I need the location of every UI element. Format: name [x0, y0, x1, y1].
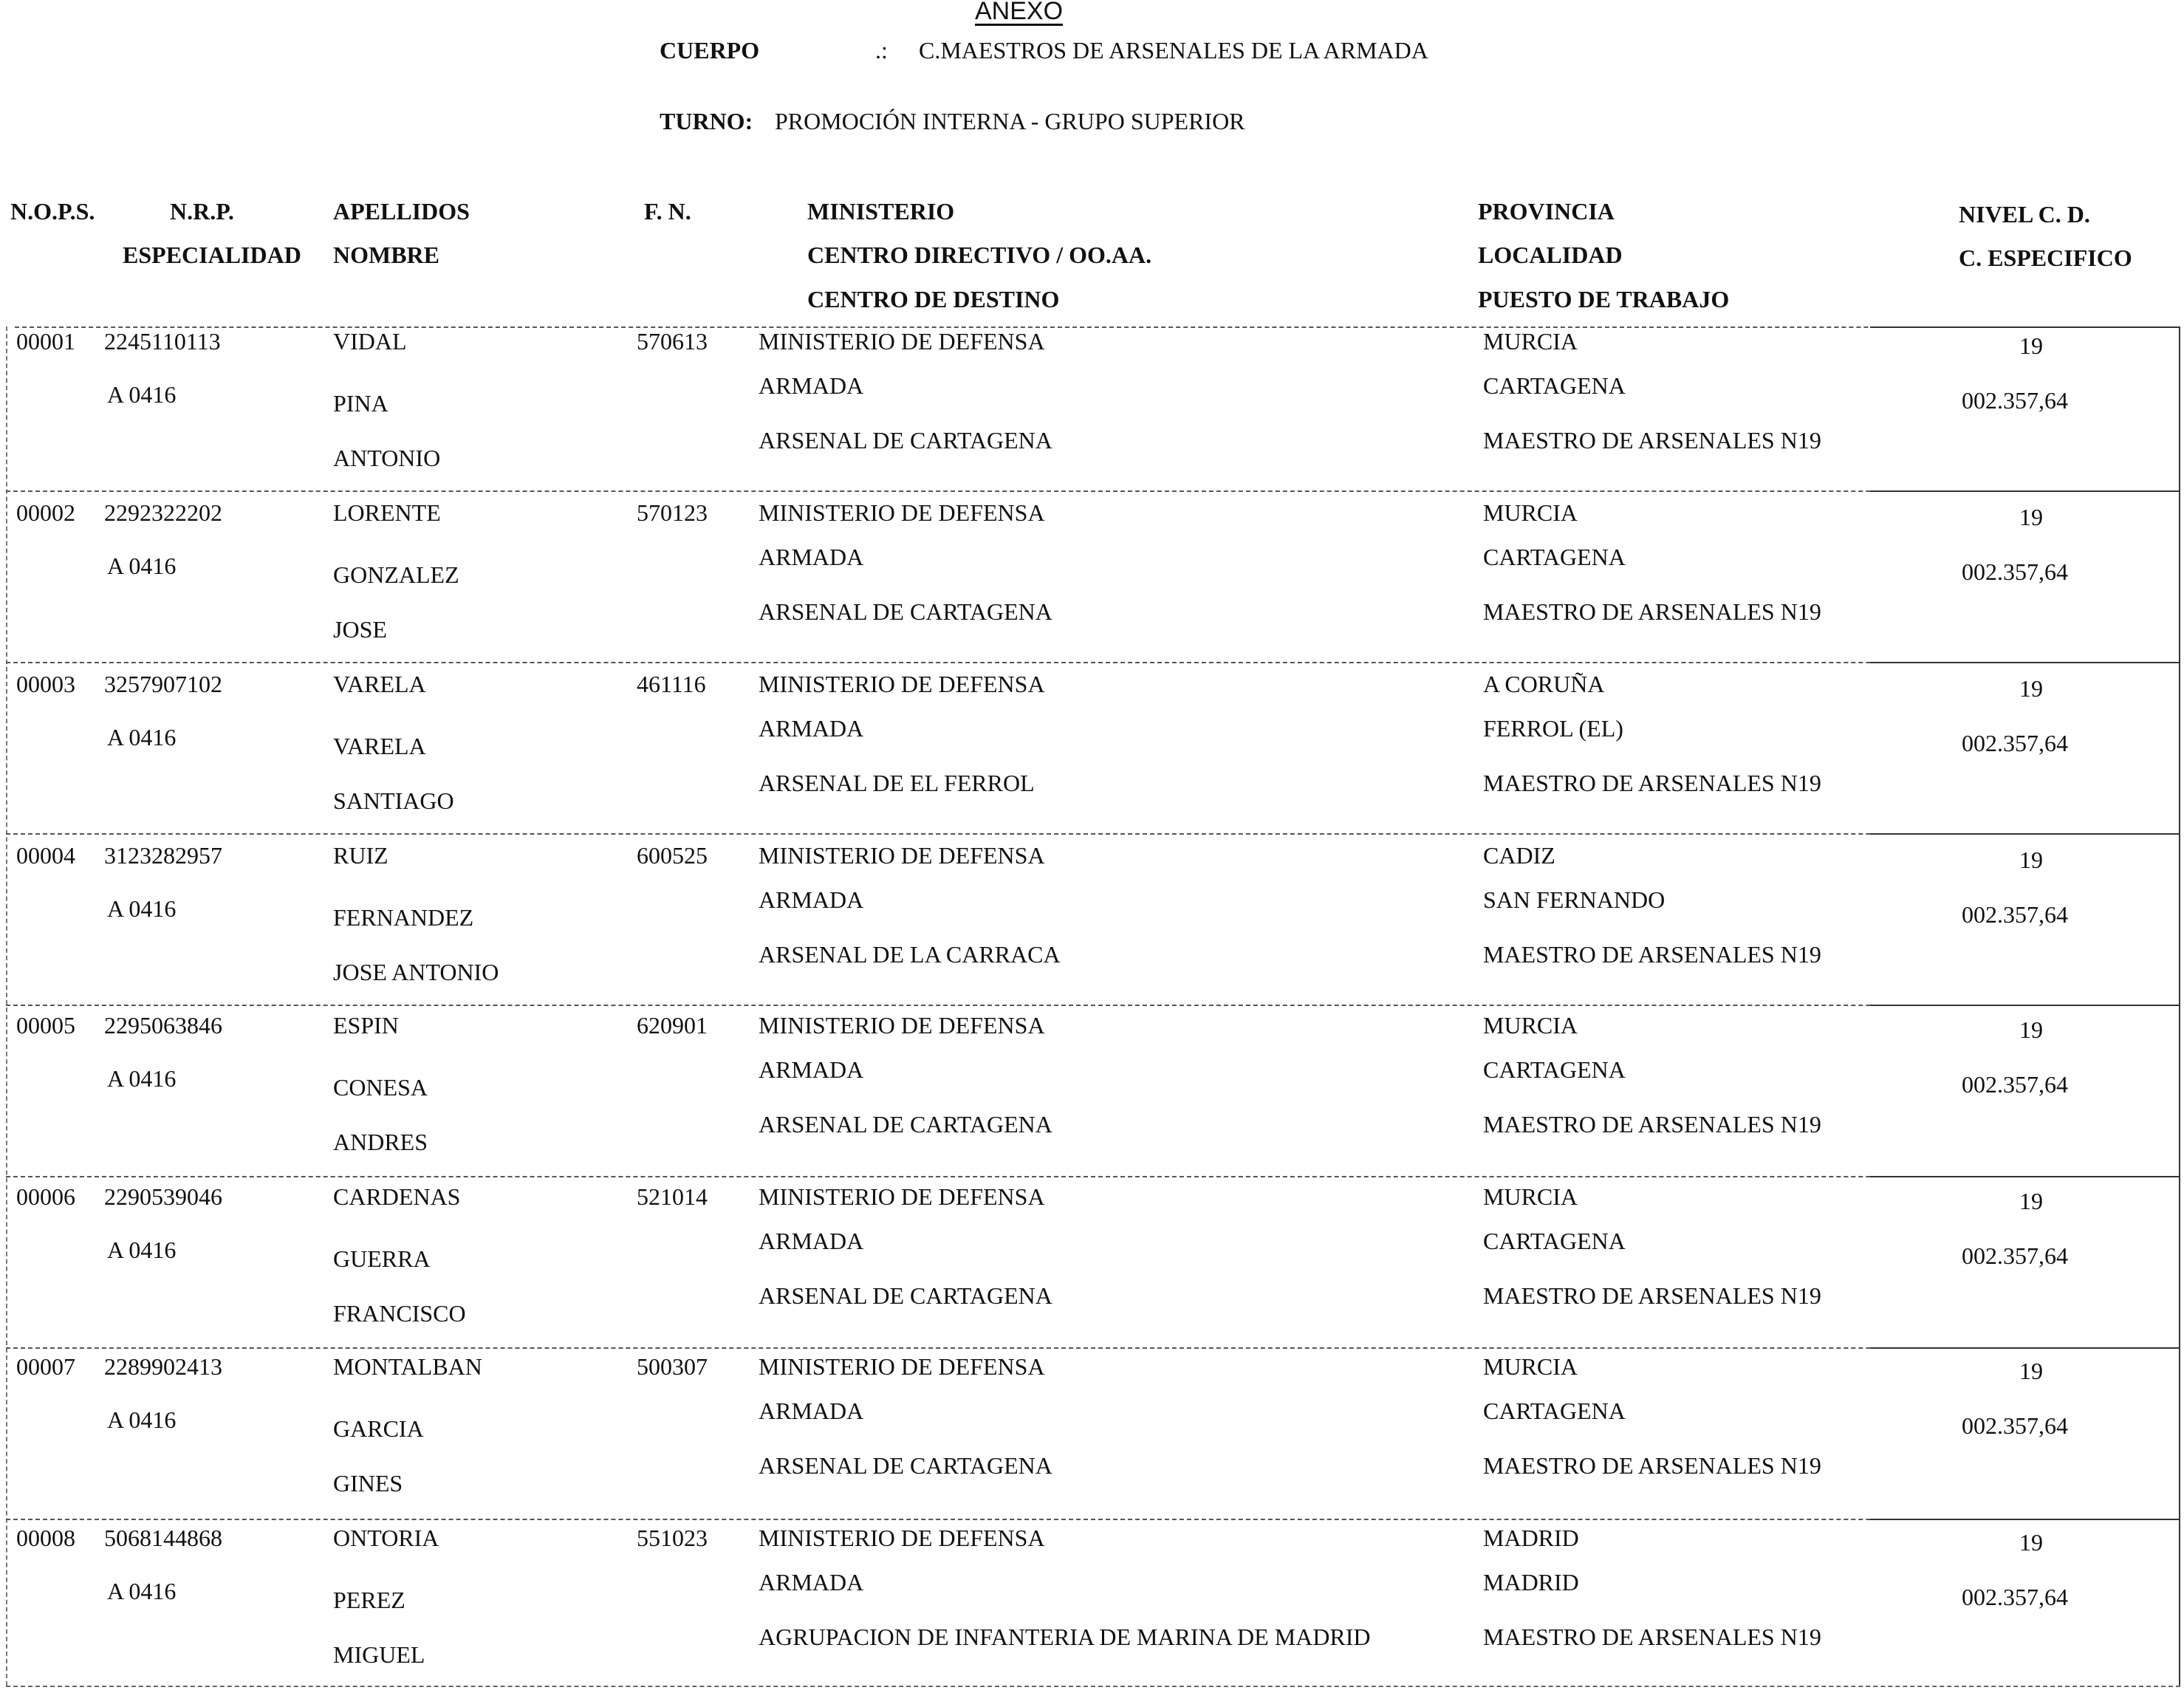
fecha-nacimiento: 600525: [637, 842, 708, 869]
apellido2: CONESA: [333, 1074, 428, 1101]
nivel: 19: [2019, 675, 2043, 702]
apellido1: CARDENAS: [333, 1183, 461, 1210]
row-rule: [6, 1176, 2180, 1177]
nrp: 2289902413: [104, 1353, 222, 1380]
header-nrp: N.R.P.: [170, 198, 234, 225]
puesto: MAESTRO DE ARSENALES N19: [1483, 770, 1821, 796]
apellido1: LORENTE: [333, 499, 441, 526]
nops: 00001: [16, 328, 75, 355]
ministerio: MINISTERIO DE DEFENSA: [759, 1183, 1045, 1210]
nombre: JOSE: [333, 616, 387, 643]
turno-label: TURNO:: [660, 108, 753, 134]
apellido2: PINA: [333, 390, 388, 417]
header-provincia: PROVINCIA: [1478, 198, 1615, 225]
nrp: 3123282957: [104, 842, 222, 869]
row-rule: [6, 1519, 2180, 1520]
fecha-nacimiento: 620901: [637, 1012, 708, 1039]
cuerpo-value: C.MAESTROS DE ARSENALES DE LA ARMADA: [919, 37, 1428, 64]
puesto: MAESTRO DE ARSENALES N19: [1483, 941, 1821, 968]
fecha-nacimiento: 570123: [637, 499, 708, 526]
centro-destino: ARSENAL DE CARTAGENA: [759, 598, 1052, 625]
provincia: CADIZ: [1483, 842, 1555, 869]
especialidad: A 0416: [107, 1237, 177, 1263]
centro-destino: AGRUPACION DE INFANTERIA DE MARINA DE MADRID: [759, 1624, 1371, 1650]
nivel: 19: [2019, 332, 2043, 359]
nrp: 2290539046: [104, 1183, 222, 1210]
header-puesto: PUESTO DE TRABAJO: [1478, 286, 1730, 312]
especialidad: A 0416: [107, 1578, 177, 1604]
centro-destino: ARSENAL DE EL FERROL: [759, 770, 1035, 796]
localidad: CARTAGENA: [1483, 1228, 1626, 1254]
ministerio: MINISTERIO DE DEFENSA: [759, 671, 1045, 697]
nrp: 2292322202: [104, 499, 222, 526]
localidad: CARTAGENA: [1483, 372, 1626, 399]
apellido2: FERNANDEZ: [333, 904, 474, 931]
nombre: SANTIAGO: [333, 787, 454, 814]
header-nombre: NOMBRE: [333, 242, 439, 268]
nombre: JOSE ANTONIO: [333, 959, 499, 985]
document-title: ANEXO: [975, 0, 1064, 25]
centro-directivo: ARMADA: [759, 1569, 864, 1595]
fecha-nacimiento: 570613: [637, 328, 708, 355]
row-rule-solid: [1870, 662, 2180, 663]
nops: 00004: [16, 842, 75, 869]
provincia: MURCIA: [1483, 499, 1578, 526]
row-rule-solid: [1870, 1005, 2180, 1006]
centro-destino: ARSENAL DE CARTAGENA: [759, 1111, 1052, 1138]
header-centro-destino: CENTRO DE DESTINO: [807, 286, 1060, 312]
especialidad: A 0416: [107, 553, 177, 579]
apellido2: GARCIA: [333, 1415, 424, 1442]
apellido1: MONTALBAN: [333, 1353, 482, 1380]
row-rule-solid: [1870, 1347, 2180, 1349]
centro-directivo: ARMADA: [759, 715, 864, 742]
puesto: MAESTRO DE ARSENALES N19: [1483, 598, 1821, 625]
nivel: 19: [2019, 1358, 2043, 1384]
nops: 00002: [16, 499, 75, 526]
nombre: ANTONIO: [333, 445, 441, 471]
cuerpo-separator: .:: [875, 37, 888, 64]
ministerio: MINISTERIO DE DEFENSA: [759, 1525, 1045, 1551]
nivel: 19: [2019, 1016, 2043, 1043]
puesto: MAESTRO DE ARSENALES N19: [1483, 1111, 1821, 1138]
nops: 00007: [16, 1353, 75, 1380]
especialidad: A 0416: [107, 895, 177, 922]
record-row: [0, 326, 2184, 498]
complemento-especifico: 002.357,64: [1962, 730, 2068, 756]
record-row: [0, 1005, 2184, 1176]
nrp: 2295063846: [104, 1012, 222, 1039]
nops: 00003: [16, 671, 75, 697]
header-ministerio: MINISTERIO: [807, 198, 955, 225]
complemento-especifico: 002.357,64: [1962, 558, 2068, 585]
complemento-especifico: 002.357,64: [1962, 387, 2068, 414]
row-rule: [6, 1347, 2180, 1349]
ministerio: MINISTERIO DE DEFENSA: [759, 328, 1045, 355]
record-row: [0, 833, 2184, 1005]
centro-destino: ARSENAL DE CARTAGENA: [759, 1282, 1052, 1309]
apellido2: PEREZ: [333, 1587, 405, 1613]
nombre: GINES: [333, 1470, 403, 1497]
row-rule: [6, 1005, 2180, 1006]
row-rule: [6, 833, 2180, 835]
centro-directivo: ARMADA: [759, 1398, 864, 1424]
nops: 00008: [16, 1525, 75, 1551]
record-row: [0, 1519, 2184, 1686]
cuerpo-label: CUERPO: [660, 37, 760, 64]
table-frame-bottom: [6, 1686, 2180, 1687]
nivel: 19: [2019, 504, 2043, 530]
puesto: MAESTRO DE ARSENALES N19: [1483, 1282, 1821, 1309]
localidad: CARTAGENA: [1483, 1398, 1626, 1424]
header-nivel: NIVEL C. D.: [1959, 201, 2090, 228]
fecha-nacimiento: 500307: [637, 1353, 708, 1380]
apellido1: ESPIN: [333, 1012, 399, 1039]
provincia: MURCIA: [1483, 1353, 1578, 1380]
header-especialidad: ESPECIALIDAD: [123, 242, 301, 268]
ministerio: MINISTERIO DE DEFENSA: [759, 1012, 1045, 1039]
localidad: SAN FERNANDO: [1483, 886, 1666, 913]
complemento-especifico: 002.357,64: [1962, 1242, 2068, 1269]
nombre: FRANCISCO: [333, 1300, 466, 1327]
row-rule-solid: [1870, 1176, 2180, 1177]
header-especifico: C. ESPECIFICO: [1959, 244, 2132, 271]
puesto: MAESTRO DE ARSENALES N19: [1483, 1624, 1821, 1650]
localidad: MADRID: [1483, 1569, 1579, 1595]
centro-directivo: ARMADA: [759, 372, 864, 399]
centro-destino: ARSENAL DE CARTAGENA: [759, 1452, 1052, 1479]
ministerio: MINISTERIO DE DEFENSA: [759, 1353, 1045, 1380]
centro-destino: ARSENAL DE CARTAGENA: [759, 427, 1052, 454]
nops: 00005: [16, 1012, 75, 1039]
apellido2: GUERRA: [333, 1245, 431, 1272]
fecha-nacimiento: 551023: [637, 1525, 708, 1551]
apellido2: GONZALEZ: [333, 561, 459, 588]
apellido1: ONTORIA: [333, 1525, 439, 1551]
nivel: 19: [2019, 1188, 2043, 1214]
nombre: MIGUEL: [333, 1641, 425, 1668]
ministerio: MINISTERIO DE DEFENSA: [759, 499, 1045, 526]
fecha-nacimiento: 521014: [637, 1183, 708, 1210]
row-rule: [6, 490, 2180, 492]
header-apellidos: APELLIDOS: [333, 198, 470, 225]
centro-directivo: ARMADA: [759, 1228, 864, 1254]
row-rule: [6, 662, 2180, 663]
especialidad: A 0416: [107, 724, 177, 750]
nrp: 2245110113: [104, 328, 221, 355]
row-rule-solid: [1870, 833, 2180, 835]
centro-directivo: ARMADA: [759, 544, 864, 570]
header-localidad: LOCALIDAD: [1478, 242, 1623, 268]
record-row: [0, 490, 2184, 662]
turno-value: PROMOCIÓN INTERNA - GRUPO SUPERIOR: [775, 108, 1245, 134]
centro-directivo: ARMADA: [759, 1056, 864, 1083]
nrp: 5068144868: [104, 1525, 222, 1551]
record-row: [0, 1176, 2184, 1347]
especialidad: A 0416: [107, 1406, 177, 1433]
localidad: CARTAGENA: [1483, 1056, 1626, 1083]
row-rule-solid: [1870, 326, 2180, 328]
nivel: 19: [2019, 846, 2043, 873]
especialidad: A 0416: [107, 1065, 177, 1092]
puesto: MAESTRO DE ARSENALES N19: [1483, 1452, 1821, 1479]
ministerio: MINISTERIO DE DEFENSA: [759, 842, 1045, 869]
provincia: MURCIA: [1483, 1012, 1578, 1039]
centro-directivo: ARMADA: [759, 886, 864, 913]
provincia: MADRID: [1483, 1525, 1579, 1551]
row-rule-solid: [1870, 1519, 2180, 1520]
provincia: MURCIA: [1483, 1183, 1578, 1210]
header-nops: N.O.P.S.: [10, 198, 95, 225]
complemento-especifico: 002.357,64: [1962, 1584, 2068, 1610]
nrp: 3257907102: [104, 671, 222, 697]
apellido1: RUIZ: [333, 842, 388, 869]
nivel: 19: [2019, 1529, 2043, 1556]
especialidad: A 0416: [107, 381, 177, 408]
localidad: CARTAGENA: [1483, 544, 1626, 570]
apellido2: VARELA: [333, 733, 426, 759]
record-row: [0, 662, 2184, 833]
apellido1: VIDAL: [333, 328, 407, 355]
nops: 00006: [16, 1183, 75, 1210]
header-fn: F. N.: [644, 198, 691, 225]
apellido1: VARELA: [333, 671, 426, 697]
provincia: A CORUÑA: [1483, 671, 1605, 697]
nombre: ANDRES: [333, 1129, 428, 1155]
localidad: FERROL (EL): [1483, 715, 1623, 742]
header-centro-directivo: CENTRO DIRECTIVO / OO.AA.: [807, 242, 1152, 268]
record-row: [0, 1347, 2184, 1519]
provincia: MURCIA: [1483, 328, 1578, 355]
row-rule-solid: [1870, 490, 2180, 492]
fecha-nacimiento: 461116: [637, 671, 706, 697]
centro-destino: ARSENAL DE LA CARRACA: [759, 941, 1061, 968]
puesto: MAESTRO DE ARSENALES N19: [1483, 427, 1821, 454]
complemento-especifico: 002.357,64: [1962, 901, 2068, 928]
complemento-especifico: 002.357,64: [1962, 1071, 2068, 1098]
complemento-especifico: 002.357,64: [1962, 1412, 2068, 1439]
